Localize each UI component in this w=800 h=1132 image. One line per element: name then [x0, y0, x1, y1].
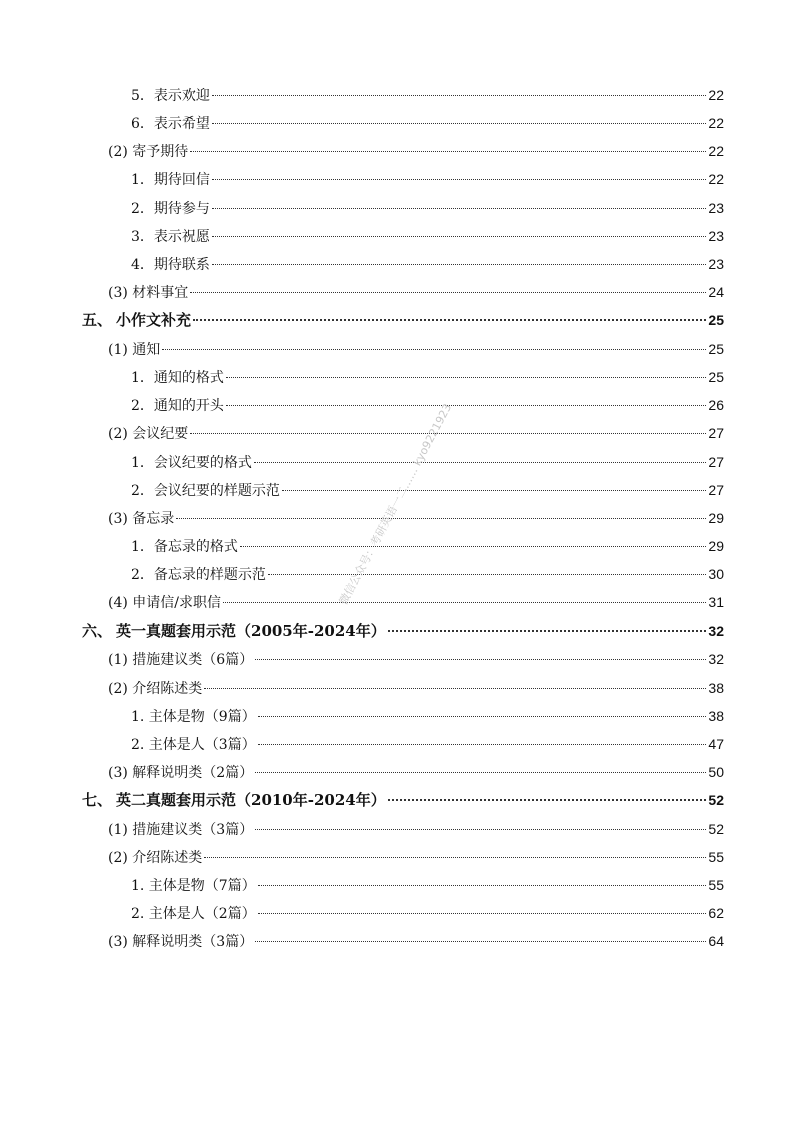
- toc-entry-page: 29: [708, 538, 724, 554]
- toc-entry[interactable]: [131, 535, 724, 557]
- toc-entry-page: 27: [708, 482, 724, 498]
- toc-entry-page: 62: [708, 905, 724, 921]
- toc-entry-label: 2．备忘录的样题示范: [131, 567, 266, 583]
- dot-leader: [212, 264, 707, 265]
- toc-entry[interactable]: [131, 902, 724, 924]
- toc-entry[interactable]: [131, 874, 724, 896]
- toc-entry-page: 31: [708, 594, 724, 610]
- toc-entry[interactable]: [131, 705, 724, 727]
- toc-entry-label: 6．表示希望: [131, 116, 210, 132]
- toc-entry-label: 英一真题套用示范（2005年-2024年）: [116, 622, 386, 640]
- toc-entry-label: (3) 材料事宜: [108, 285, 189, 301]
- toc-entry[interactable]: [108, 677, 724, 699]
- dot-leader: [212, 95, 707, 96]
- toc-entry-page: 52: [708, 821, 724, 837]
- toc-entry-label: 小作文补充: [116, 311, 192, 329]
- toc-entry-label: 1. 主体是物（9篇）: [131, 709, 256, 725]
- toc-entry-page: 27: [708, 425, 724, 441]
- toc-entry-label: 1．备忘录的格式: [131, 539, 238, 555]
- toc-entry-page: 26: [708, 397, 724, 413]
- toc-entry-label: (2) 介绍陈述类: [108, 850, 203, 866]
- toc-entry-page: 52: [708, 792, 724, 808]
- toc-entry-page: 38: [708, 680, 724, 696]
- toc-entry-page: 32: [708, 651, 724, 667]
- toc-entry-page: 55: [708, 877, 724, 893]
- toc-entry-label: 1．通知的格式: [131, 370, 224, 386]
- toc-entry-label: (2) 介绍陈述类: [108, 681, 203, 697]
- dot-leader: [223, 602, 706, 603]
- dot-leader: [190, 433, 706, 434]
- toc-entry[interactable]: [131, 168, 724, 190]
- dot-leader: [255, 829, 706, 830]
- toc-entry-label: 1. 主体是物（7篇）: [131, 878, 256, 894]
- dot-leader: [255, 941, 706, 942]
- dot-leader: [190, 151, 706, 152]
- toc-chapter-number: 七、: [82, 791, 113, 809]
- toc-entry-label: 英二真题套用示范（2010年-2024年）: [116, 791, 386, 809]
- toc-entry-page: 23: [708, 228, 724, 244]
- dot-leader: [226, 405, 707, 406]
- toc-entry[interactable]: [131, 394, 724, 416]
- toc-entry-page: 64: [708, 933, 724, 949]
- dot-leader: [204, 857, 706, 858]
- toc-entry[interactable]: [131, 366, 724, 388]
- toc-entry[interactable]: [131, 733, 724, 755]
- dot-leader: [176, 518, 706, 519]
- toc-entry-label: 5．表示欢迎: [131, 88, 210, 104]
- toc-entry-label: 1．期待回信: [131, 172, 210, 188]
- dot-leader: [255, 659, 706, 660]
- toc-entry-label: (2) 寄予期待: [108, 144, 189, 160]
- dot-leader: [258, 716, 707, 717]
- watermark: 微信公众号：考研英语一二…… kyo9221923: [336, 401, 455, 608]
- toc-entry-page: 25: [708, 341, 724, 357]
- toc-entry[interactable]: [108, 648, 724, 670]
- dot-leader: [193, 319, 706, 321]
- toc-entry[interactable]: [108, 846, 724, 868]
- toc-entry-page: 50: [708, 764, 724, 780]
- toc-entry-label: 4．期待联系: [131, 257, 210, 273]
- toc-entry[interactable]: [108, 281, 724, 303]
- toc-entry-label: (1) 措施建议类（6篇）: [108, 652, 254, 668]
- toc-chapter-entry[interactable]: [82, 309, 724, 331]
- dot-leader: [240, 546, 707, 547]
- toc-entry[interactable]: [108, 140, 724, 162]
- toc-chapter-number: 五、: [82, 311, 113, 329]
- toc-entry[interactable]: [108, 930, 724, 952]
- toc-entry[interactable]: [131, 253, 724, 275]
- toc-entry[interactable]: [108, 818, 724, 840]
- toc-entry-label: 2. 主体是人（2篇）: [131, 906, 256, 922]
- toc-entry[interactable]: [108, 422, 724, 444]
- dot-leader: [212, 123, 707, 124]
- toc-entry-label: (4) 申请信/求职信: [108, 595, 221, 611]
- dot-leader: [258, 885, 707, 886]
- toc-entry-page: 25: [708, 312, 724, 328]
- dot-leader: [212, 236, 707, 237]
- toc-entry-page: 22: [708, 87, 724, 103]
- toc-entry-label: (3) 解释说明类（3篇）: [108, 934, 254, 950]
- dot-leader: [254, 462, 707, 463]
- toc-entry-page: 23: [708, 200, 724, 216]
- toc-entry-page: 38: [708, 708, 724, 724]
- dot-leader: [162, 349, 706, 350]
- toc-entry[interactable]: [131, 479, 724, 501]
- toc-chapter-number: 六、: [82, 622, 113, 640]
- toc-entry-label: (2) 会议纪要: [108, 426, 189, 442]
- toc-entry-label: 2．通知的开头: [131, 398, 224, 414]
- toc-entry-page: 27: [708, 454, 724, 470]
- dot-leader: [268, 574, 707, 575]
- toc-entry[interactable]: [131, 197, 724, 219]
- toc-entry-page: 23: [708, 256, 724, 272]
- dot-leader: [255, 772, 706, 773]
- dot-leader: [212, 208, 707, 209]
- toc-chapter-entry[interactable]: [82, 620, 724, 642]
- toc-entry-label: 3．表示祝愿: [131, 229, 210, 245]
- toc-entry[interactable]: [131, 112, 724, 134]
- dot-leader: [212, 179, 707, 180]
- toc-entry-label: (1) 通知: [108, 342, 161, 358]
- toc-entry-label: 2．会议纪要的样题示范: [131, 483, 280, 499]
- toc-entry-page: 55: [708, 849, 724, 865]
- toc-entry-label: 1．会议纪要的格式: [131, 455, 252, 471]
- toc-entry-page: 47: [708, 736, 724, 752]
- toc-entry-page: 22: [708, 115, 724, 131]
- toc-entry-page: 22: [708, 143, 724, 159]
- toc-chapter-entry[interactable]: [82, 789, 724, 811]
- toc-entry-label: (3) 备忘录: [108, 511, 175, 527]
- toc-entry-page: 22: [708, 171, 724, 187]
- toc-entry-page: 29: [708, 510, 724, 526]
- toc-entry[interactable]: [108, 507, 724, 529]
- dot-leader: [388, 630, 707, 632]
- toc-entry-page: 32: [708, 623, 724, 639]
- dot-leader: [258, 744, 707, 745]
- toc-entry-label: (1) 措施建议类（3篇）: [108, 822, 254, 838]
- dot-leader: [204, 688, 706, 689]
- toc-entry[interactable]: [131, 563, 724, 585]
- toc-entry-page: 30: [708, 566, 724, 582]
- toc-entry-page: 25: [708, 369, 724, 385]
- toc-entry[interactable]: [108, 591, 724, 613]
- toc-entry[interactable]: [108, 761, 724, 783]
- dot-leader: [388, 799, 707, 801]
- toc-entry-label: (3) 解释说明类（2篇）: [108, 765, 254, 781]
- toc-entry[interactable]: [131, 225, 724, 247]
- toc-entry-label: 2．期待参与: [131, 201, 210, 217]
- dot-leader: [226, 377, 707, 378]
- dot-leader: [190, 292, 706, 293]
- toc-entry-page: 24: [708, 284, 724, 300]
- toc-entry[interactable]: [131, 84, 724, 106]
- toc-entry-label: 2. 主体是人（3篇）: [131, 737, 256, 753]
- dot-leader: [258, 913, 707, 914]
- dot-leader: [282, 490, 707, 491]
- toc-entry[interactable]: [108, 338, 724, 360]
